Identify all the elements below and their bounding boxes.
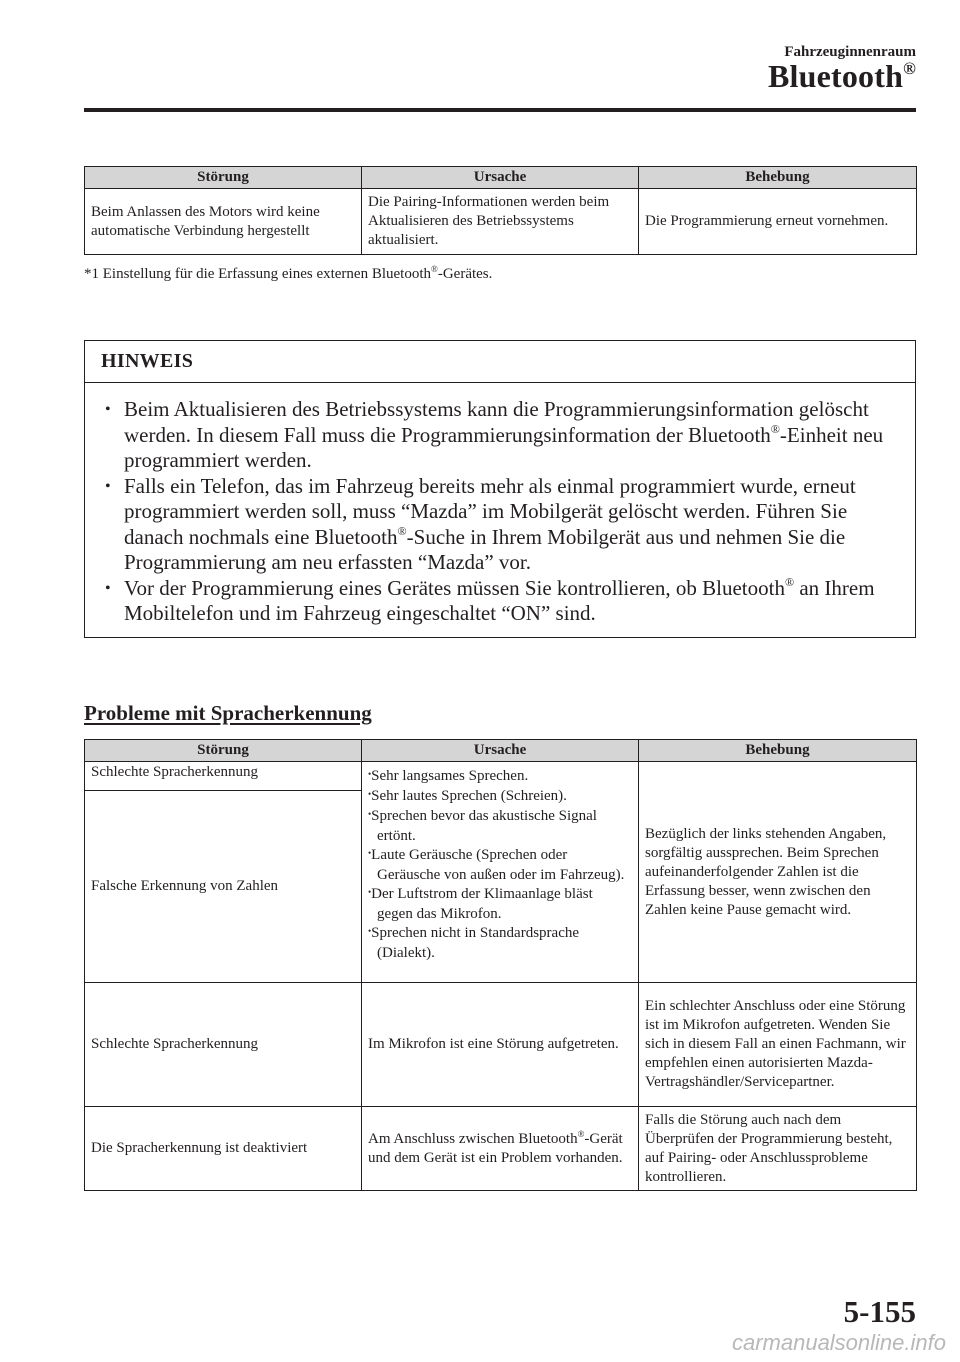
cell-text: -Gerät und dem Gerät ist ein Problem vorhanden. — [368, 1130, 623, 1166]
troubleshooting-table-1 — [84, 166, 917, 255]
registered-mark: ® — [577, 1128, 585, 1139]
bullet-icon: • — [105, 579, 111, 597]
note-box — [84, 340, 916, 638]
cause-text: Sehr langsames Sprechen. — [371, 768, 529, 784]
bullet-icon: • — [368, 848, 372, 858]
table-row — [85, 983, 917, 1107]
bullet-icon: • — [105, 401, 111, 418]
watermark: carmanualsonline.info — [731, 1330, 946, 1355]
troubleshooting-table-2 — [84, 739, 917, 1191]
cause-text: Sprechen bevor das akustische Signal ertönt. — [371, 808, 597, 844]
table-header-row — [85, 167, 917, 189]
cause-item — [368, 846, 632, 885]
cause-text: Sehr lautes Sprechen (Schreien). — [371, 788, 567, 804]
note-item — [85, 576, 905, 627]
page-title-text: Bluetooth — [767, 58, 904, 94]
column-header-behebung: Behebung — [639, 167, 917, 189]
page-title — [768, 58, 916, 95]
note-text: an Ihrem Mobiltelefon und im Fahrzeug eingeschaltet “ON” sind. — [124, 575, 875, 625]
table-row — [85, 1107, 917, 1191]
registered-mark: ® — [903, 59, 916, 78]
registered-mark: ® — [397, 523, 407, 538]
cause-item — [368, 885, 632, 924]
note-text: Falls ein Telefon, das im Fahrzeug bereits mehr als einmal programmiert wurde, erneut programmiert werden soll, muss “Mazda” im Mobilgerät gelöscht werden. Führen Sie danach nochmals eine Bluetooth — [124, 473, 856, 549]
cell-behebung: Bezüglich der links stehenden Angaben, sorgfältig aussprechen. Beim Sprechen aufeinanderfolgender Zahlen ist die Erfassung besser, wenn zwischen den Zahlen keine Pause gemacht wird. — [639, 762, 917, 983]
note-item — [85, 397, 905, 474]
cause-item — [368, 767, 632, 787]
registered-mark: ® — [431, 264, 438, 274]
cause-item — [368, 807, 632, 846]
section-name: Fahrzeuginnenraum — [784, 44, 916, 60]
cause-item — [368, 787, 632, 807]
cell-behebung: Falls die Störung auch nach dem Überprüfen der Programmierung besteht, auf Pairing- oder Anschlussprobleme kontrollieren. — [639, 1107, 917, 1191]
cell-behebung: Ein schlechter Anschluss oder eine Störung ist im Mikrofon aufgetreten. Wenden Sie sich in diesem Fall an einen Fachmann, wir empfehlen einen autorisierten Mazda-Vertragshändler/Servicepartner. — [639, 983, 917, 1107]
note-text: -Suche in Ihrem Mobilgerät aus und nehmen Sie die Programmierung am neu erfassten “Mazda” vor. — [124, 524, 846, 574]
footnote-text-end: -Gerätes. — [437, 266, 493, 282]
cell-stoerung: Falsche Erkennung von Zahlen — [85, 791, 362, 983]
bullet-icon: • — [368, 926, 372, 936]
note-text: Vor der Programmierung eines Gerätes müssen Sie kontrollieren, ob Bluetooth — [124, 575, 785, 600]
column-header-ursache: Ursache — [362, 740, 639, 762]
cell-ursache — [362, 1107, 639, 1191]
note-item — [85, 474, 905, 576]
cell-behebung: Die Programmierung erneut vornehmen. — [639, 189, 917, 255]
note-title: HINWEIS — [85, 341, 915, 383]
column-header-behebung: Behebung — [639, 740, 917, 762]
table-header-row — [85, 740, 917, 762]
cause-text: Sprechen nicht in Standardsprache (Dialekt). — [371, 925, 580, 961]
bullet-icon: • — [368, 887, 372, 897]
header-rule — [84, 108, 916, 112]
table-row — [85, 762, 917, 791]
footnote-text: *1 Einstellung für die Erfassung eines externen Bluetooth — [84, 266, 431, 282]
cell-stoerung: Die Spracherkennung ist deaktiviert — [85, 1107, 362, 1191]
note-list — [85, 383, 915, 627]
note-text: Beim Aktualisieren des Betriebssystems kann die Programmierungsinformation gelöscht werden. In diesem Fall muss die Programmierungsinformation der Bluetooth — [124, 397, 869, 447]
cell-ursache: Im Mikrofon ist eine Störung aufgetreten. — [362, 983, 639, 1107]
cause-text: Laute Geräusche (Sprechen oder Geräusche von außen oder im Fahrzeug). — [371, 847, 625, 883]
footnote — [84, 266, 492, 283]
cell-text: Am Anschluss zwischen Bluetooth — [368, 1130, 578, 1147]
registered-mark: ® — [784, 574, 795, 589]
column-header-ursache: Ursache — [362, 167, 639, 189]
cause-item — [368, 924, 632, 963]
note-text: -Einheit neu programmiert werden. — [124, 422, 884, 472]
cell-stoerung: Schlechte Spracherkennung — [85, 762, 362, 791]
table-row — [85, 189, 917, 255]
column-header-stoerung: Störung — [85, 167, 362, 189]
column-header-stoerung: Störung — [85, 740, 362, 762]
registered-mark: ® — [770, 421, 780, 436]
bullet-icon: • — [105, 477, 111, 495]
cause-text: Der Luftstrom der Klimaanlage bläst gegen das Mikrofon. — [371, 886, 593, 922]
cell-stoerung: Beim Anlassen des Motors wird keine automatische Verbindung hergestellt — [85, 189, 362, 255]
cell-ursache-causes — [362, 762, 639, 983]
bullet-icon: • — [368, 789, 372, 799]
cell-stoerung: Schlechte Spracherkennung — [85, 983, 362, 1107]
bullet-icon: • — [368, 769, 372, 779]
section-subheading: Probleme mit Spracherkennung — [84, 701, 372, 725]
page-number: 5-155 — [843, 1294, 916, 1329]
bullet-icon: • — [368, 809, 372, 819]
cell-ursache: Die Pairing-Informationen werden beim Aktualisieren des Betriebssystems aktualisiert. — [362, 189, 639, 255]
